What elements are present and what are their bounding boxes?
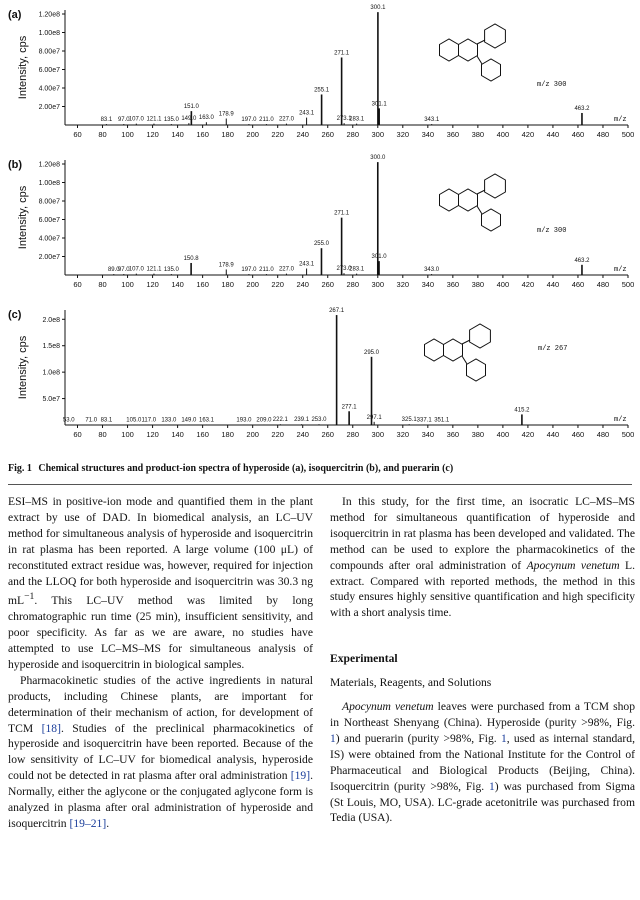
caption-text: Chemical structures and product-ion spectra of hyperoside (a), isoquercitrin (b), and puerarin (c)	[38, 463, 454, 474]
spectrum-panel-2	[8, 155, 634, 289]
ring-a	[440, 189, 459, 211]
right-p2-text-c: , used as internal standard, IS) were obtained from the National Institute for the Control of Pharmaceutical and Biological Products (Beijing, China). Isoquercitrin (purity >98%, Fig.	[330, 731, 635, 793]
spectrum-panel-1	[8, 5, 634, 139]
x-tick-label: 220	[271, 280, 284, 289]
chemical-structure-2	[440, 174, 567, 235]
peak-label: 107.0	[128, 116, 144, 123]
x-tick-label: 240	[296, 430, 309, 439]
y-tick-label: 4.00e7	[38, 85, 60, 93]
x-tick-label: 460	[571, 430, 585, 439]
peak-label: 227.0	[278, 266, 294, 273]
panel-label: (c)	[8, 309, 22, 321]
ring-c	[459, 39, 478, 61]
left-paragraph-2	[8, 673, 313, 832]
y-tick-label: 8.00e7	[38, 198, 60, 206]
peak-label: 301.1	[371, 101, 387, 108]
y-tick-label: 1.20e8	[38, 11, 60, 19]
bond	[477, 40, 485, 44]
x-tick-label: 380	[471, 130, 485, 139]
right-column	[330, 494, 635, 826]
spectrum-panel-3	[8, 308, 634, 439]
x-unit-label: m/z	[614, 416, 627, 424]
peak-label: 71.0	[85, 417, 98, 424]
x-tick-label: 100	[121, 130, 134, 139]
x-tick-label: 480	[596, 430, 610, 439]
x-tick-label: 80	[98, 280, 107, 289]
y-tick-label: 4.00e7	[38, 235, 60, 243]
peak-label: 273.1	[336, 116, 352, 123]
x-tick-label: 160	[196, 430, 209, 439]
x-tick-label: 500	[621, 130, 635, 139]
peak-label: 297.1	[366, 414, 382, 421]
y-tick-label: 1.00e8	[38, 180, 60, 187]
bond	[477, 190, 485, 194]
peak-label: 277.1	[341, 404, 357, 411]
peak-label: 197.0	[241, 117, 257, 124]
chemical-structure-3	[425, 324, 568, 381]
x-tick-label: 260	[321, 430, 334, 439]
ring-c	[444, 339, 463, 361]
x-tick-label: 160	[196, 280, 209, 289]
peak-label: 197.0	[241, 267, 257, 274]
x-tick-label: 460	[571, 130, 585, 139]
x-tick-label: 340	[421, 430, 435, 439]
peak-label: 325.1	[401, 417, 417, 424]
peak-label: 97.0	[117, 267, 130, 274]
x-tick-label: 60	[73, 280, 82, 289]
y-tick-label: 1.00e8	[38, 30, 60, 37]
citation-link[interactable]: [18]	[41, 721, 61, 735]
x-tick-label: 320	[396, 430, 410, 439]
x-tick-label: 360	[446, 280, 460, 289]
y-tick-label: 5.0e7	[42, 396, 60, 404]
right-p2-text-a: leaves were purchased from a TCM shop in Northeast Shenyang (China). Hyperoside (purity >98%, Fig.	[330, 700, 635, 729]
x-tick-label: 200	[246, 430, 259, 439]
bond	[462, 356, 467, 364]
peak-label: 301.0	[371, 254, 387, 261]
section-heading: Experimental	[330, 652, 398, 666]
x-tick-label: 260	[321, 280, 334, 289]
peak-label: 415.2	[514, 407, 530, 414]
peak-label: 151.0	[183, 104, 199, 111]
peak-label: 273.0	[336, 266, 352, 273]
peak-label: 163.0	[198, 115, 214, 122]
left-p1-text: ESI–MS in positive-ion mode and quantified them in the plant extract by use of DAD. In biomedical analysis, an LC–UV method for simultaneous analysis of hyperoside and isoquercitrin in rat plasma has been reported. A large volume (100 μL) of reconstituted extract residue was, however, required for injection and the LLOQ for both hyperoside and isoquercitrin was 30.3 ng mL	[8, 495, 313, 608]
peak-label: 53.0	[62, 417, 75, 424]
peak-label: 178.9	[218, 111, 234, 118]
x-tick-label: 300	[371, 280, 385, 289]
left-p1-superscript: −1	[24, 591, 35, 603]
right-p2-text-b: ) and puerarin (purity >98%, Fig.	[335, 731, 501, 745]
x-tick-label: 300	[371, 430, 385, 439]
left-p1-text-end: . This LC–UV method was limited by long chromatographic run time (25 min), insufficient sensitivity, and poor specificity. As far as we are aware, no studies have attempted to use LC–MS–MS for simultaneous analysis of hyperoside and isoquercitrin in biological samples.	[8, 594, 313, 671]
x-tick-label: 420	[521, 130, 535, 139]
peak-label: 463.2	[574, 257, 590, 264]
x-tick-label: 260	[321, 130, 334, 139]
y-tick-label: 2.00e7	[38, 254, 60, 261]
left-p2-text-c: . Normally, either the aglycone or the conjugated aglycone form is analyzed in plasma after oral administration of hyperoside and isoquercitrin	[8, 769, 313, 830]
peak-label: 149.0	[181, 417, 197, 424]
x-tick-label: 460	[571, 280, 585, 289]
peak-label: 300.1	[370, 5, 386, 12]
x-tick-label: 440	[546, 430, 560, 439]
x-tick-label: 420	[521, 280, 535, 289]
ring-a	[440, 39, 459, 61]
x-tick-label: 140	[171, 430, 184, 439]
x-tick-label: 360	[446, 430, 460, 439]
x-tick-label: 140	[171, 130, 184, 139]
x-tick-label: 420	[521, 430, 535, 439]
subsection-heading: Materials, Reagents, and Solutions	[330, 676, 492, 690]
peak-label: 343.1	[424, 117, 440, 124]
structure-mz-label: m/z 267	[538, 345, 568, 353]
x-tick-label: 340	[421, 280, 435, 289]
x-tick-label: 220	[271, 130, 284, 139]
x-tick-label: 440	[546, 130, 560, 139]
peak-label: 135.0	[163, 117, 179, 124]
x-tick-label: 60	[73, 430, 82, 439]
y-tick-label: 1.20e8	[38, 161, 60, 169]
x-tick-label: 180	[221, 280, 234, 289]
right-paragraph-2	[330, 699, 635, 826]
y-axis-label: Intensity, cps	[17, 335, 29, 400]
x-tick-label: 400	[496, 430, 510, 439]
left-paragraph-1	[8, 494, 313, 673]
y-axis-label: Intensity, cps	[17, 185, 29, 250]
left-column	[8, 494, 313, 832]
peak-label: 337.1	[416, 417, 432, 424]
x-tick-label: 80	[98, 130, 107, 139]
x-tick-label: 320	[396, 280, 410, 289]
species-name: Apocynum venetum	[342, 700, 434, 714]
x-tick-label: 400	[496, 280, 510, 289]
y-tick-label: 2.0e8	[42, 316, 60, 324]
peak-label: 209.0	[256, 417, 272, 424]
right-paragraph-1	[330, 494, 635, 621]
peak-label: 283.1	[349, 116, 365, 123]
y-tick-label: 1.5e8	[42, 343, 60, 351]
peak-label: 193.0	[236, 417, 252, 424]
figure-link[interactable]: 1	[489, 779, 495, 793]
figure-link[interactable]: 1	[330, 731, 336, 745]
x-tick-label: 300	[371, 130, 385, 139]
x-unit-label: m/z	[614, 266, 627, 274]
x-tick-label: 180	[221, 130, 234, 139]
peak-label: 283.1	[349, 266, 365, 273]
peak-label: 83.1	[100, 117, 113, 124]
x-tick-label: 220	[271, 430, 284, 439]
peak-label: 271.1	[334, 210, 350, 217]
x-tick-label: 100	[121, 280, 134, 289]
panel-label: (a)	[8, 9, 22, 21]
peak-label: 121.1	[146, 116, 162, 123]
x-tick-label: 380	[471, 430, 485, 439]
peak-label: 211.0	[259, 267, 274, 274]
caption-divider	[8, 484, 632, 485]
x-tick-label: 80	[98, 430, 107, 439]
left-p2-text-b: . Studies of the preclinical pharmacokinetics of hyperoside and isoquercitrin have been reported. Because of the low sensitivity of LC–UV for biomedical analysis, hyperoside could not be detected in rat plasma after oral administration	[8, 721, 313, 783]
peak-label: 300.0	[370, 155, 386, 162]
y-tick-label: 8.00e7	[38, 48, 60, 56]
peak-label: 295.0	[364, 349, 380, 356]
right-p1-text-b: L. extract. Compared with reported methods, the method in this study ensures highly sensitive quantification and high specificity with a short analysis time.	[330, 558, 635, 620]
peak-label: 105.0	[126, 417, 142, 424]
caption-label: Fig. 1	[8, 463, 32, 474]
x-tick-label: 180	[221, 430, 234, 439]
peak-label: 267.1	[329, 308, 345, 315]
figure-link[interactable]: 1	[500, 731, 507, 745]
peak-label: 163.1	[198, 417, 215, 424]
peak-label: 83.1	[100, 417, 113, 424]
right-p2-text-d: ) was purchased from Sigma (St Louis, MO, USA). LC-grade acetonitrile was purchased from Tedia (USA).	[330, 779, 635, 825]
peak-label: 121.1	[146, 266, 162, 273]
y-axis-label: Intensity, cps	[17, 35, 29, 100]
peak-label: 178.9	[218, 262, 234, 269]
sugar-ring	[485, 24, 506, 48]
sugar-ring	[470, 324, 491, 348]
x-unit-label: m/z	[614, 116, 627, 124]
y-tick-label: 6.00e7	[38, 217, 60, 224]
peak-label: 149.0	[181, 116, 197, 123]
peak-label: 97.0	[117, 117, 130, 124]
peak-label: 253.0	[311, 417, 327, 424]
peak-label: 135.0	[163, 267, 179, 274]
x-tick-label: 440	[546, 280, 560, 289]
x-tick-label: 360	[446, 130, 460, 139]
peak-label: 89.0	[107, 267, 120, 274]
x-tick-label: 480	[596, 130, 610, 139]
ring-b	[467, 359, 486, 381]
bond	[477, 56, 482, 64]
peak-label: 239.1	[294, 417, 310, 424]
figure-caption	[8, 463, 632, 474]
ring-c	[459, 189, 478, 211]
peak-label: 243.1	[299, 261, 315, 268]
x-tick-label: 60	[73, 130, 82, 139]
sugar-ring	[485, 174, 506, 198]
x-tick-label: 120	[146, 430, 159, 439]
bond	[477, 206, 482, 214]
peak-label: 133.0	[161, 417, 177, 424]
peak-label: 255.1	[314, 87, 330, 94]
x-tick-label: 280	[346, 280, 360, 289]
peak-label: 271.1	[334, 50, 350, 57]
x-tick-label: 200	[246, 130, 259, 139]
structure-mz-label: m/z 300	[537, 81, 567, 89]
peak-label: 227.0	[278, 116, 294, 123]
ring-a	[425, 339, 444, 361]
x-tick-label: 320	[396, 130, 410, 139]
x-tick-label: 240	[296, 130, 309, 139]
y-tick-label: 6.00e7	[38, 67, 60, 74]
species-name: Apocynum venetum	[526, 558, 620, 572]
x-tick-label: 100	[121, 430, 134, 439]
left-p2-text-a: Pharmacokinetic studies of the active ingredients in natural products, including Chinese plants, are important for determination of their mechanism of action, for development of TCM	[8, 673, 313, 735]
x-tick-label: 240	[296, 280, 309, 289]
x-tick-label: 160	[196, 130, 209, 139]
chemical-structure-1	[440, 24, 567, 89]
x-tick-label: 140	[171, 280, 184, 289]
bond	[462, 340, 470, 344]
peak-label: 211.0	[259, 117, 274, 124]
peak-label: 343.0	[424, 267, 440, 274]
peak-label: 463.2	[574, 105, 590, 112]
citation-link[interactable]: [19]	[290, 769, 311, 783]
x-tick-label: 280	[346, 430, 360, 439]
y-tick-label: 1.0e8	[42, 369, 60, 377]
peak-label: 243.1	[299, 110, 315, 117]
peak-label: 351.1	[434, 417, 450, 424]
y-tick-label: 2.00e7	[38, 104, 60, 111]
peak-label: 117.0	[141, 417, 157, 424]
x-tick-label: 480	[596, 280, 610, 289]
x-tick-label: 500	[621, 280, 635, 289]
ring-b	[482, 209, 501, 231]
x-tick-label: 280	[346, 130, 360, 139]
peak-label: 150.8	[183, 255, 199, 262]
right-p1-text-a: In this study, for the first time, an isocratic LC–MS–MS method for simultaneous quantification of hyperoside and isoquercitrin in rat plasma has been developed and validated. The method can be used to explore the pharmacokinetics of the compounds after oral administration of	[330, 495, 635, 572]
x-tick-label: 400	[496, 130, 510, 139]
left-p2-text-d: .	[106, 816, 110, 830]
peak-label: 107.0	[128, 266, 144, 273]
x-tick-label: 380	[471, 280, 485, 289]
ring-b	[482, 59, 501, 81]
x-tick-label: 340	[421, 130, 435, 139]
peak-label: 255.0	[313, 241, 329, 248]
panel-label: (b)	[8, 159, 23, 171]
x-tick-label: 120	[146, 280, 159, 289]
citation-link[interactable]: [19–21]	[69, 816, 107, 830]
x-tick-label: 120	[146, 130, 159, 139]
x-tick-label: 200	[246, 280, 259, 289]
peak-label: 222.1	[272, 417, 288, 424]
structure-mz-label: m/z 300	[537, 227, 567, 235]
x-tick-label: 500	[621, 430, 635, 439]
